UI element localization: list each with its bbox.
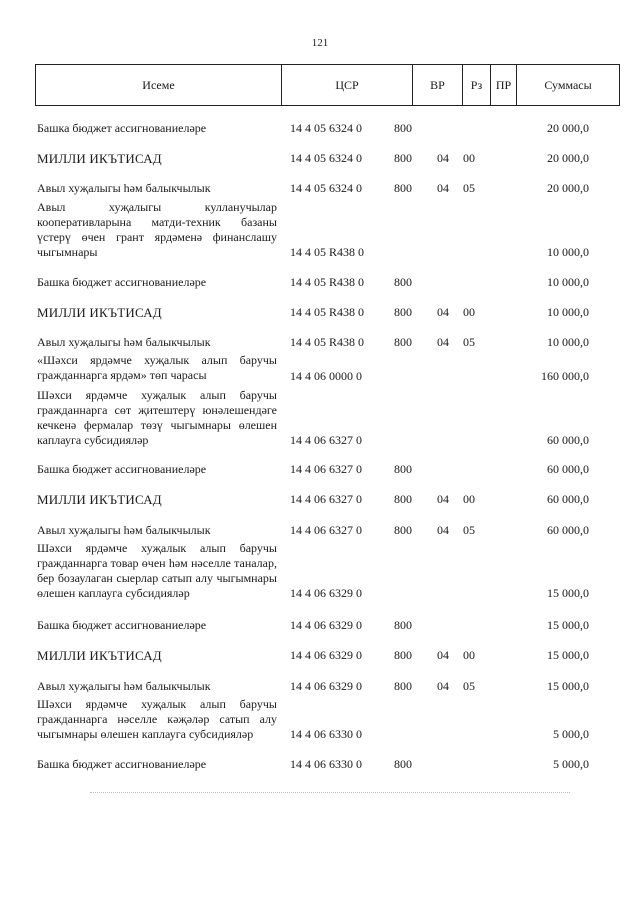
row-pr: 05: [463, 679, 475, 693]
row-vr: 800: [394, 275, 412, 289]
row-csr: 14 4 06 0000 0: [290, 369, 362, 383]
row-sum: 10 000,0: [547, 305, 589, 319]
row-sum: 5 000,0: [553, 727, 589, 741]
row-csr: 14 4 05 6324 0: [290, 151, 362, 165]
row-sum: 160 000,0: [541, 369, 589, 383]
row-vr: 800: [394, 335, 412, 349]
row-name: Авыл хуҗалыгы һәм балыкчылык: [37, 181, 211, 195]
header-pr: ПР: [491, 65, 517, 105]
row-name: Башка бюджет ассигнованиеләре: [37, 618, 207, 632]
row-name: МИЛЛИ ИКЪТИСАД: [37, 305, 162, 320]
row-sum: 20 000,0: [547, 181, 589, 195]
header-rz: Рз: [463, 65, 491, 105]
row-vr: 800: [394, 523, 412, 537]
row-csr: 14 4 06 6327 0: [290, 462, 362, 476]
row-vr: 800: [394, 181, 412, 195]
row-csr: 14 4 05 6324 0: [290, 121, 362, 135]
row-rz: 04: [437, 151, 449, 165]
row-rz: 04: [437, 648, 449, 662]
row-csr: 14 4 06 6329 0: [290, 618, 362, 632]
row-rz: 04: [437, 181, 449, 195]
row-csr: 14 4 06 6330 0: [290, 757, 362, 771]
row-sum: 60 000,0: [547, 433, 589, 447]
row-name: Авыл хуҗалыгы һәм балыкчылык: [37, 679, 211, 693]
row-sum: 60 000,0: [547, 492, 589, 506]
row-rz: 04: [437, 523, 449, 537]
row-vr: 800: [394, 121, 412, 135]
row-name: Авыл хуҗалыгы һәм балыкчылык: [37, 523, 211, 537]
row-rz: 04: [437, 492, 449, 506]
row-vr: 800: [394, 757, 412, 771]
row-csr: 14 4 05 R438 0: [290, 245, 365, 259]
row-pr: 00: [463, 492, 475, 506]
row-csr: 14 4 06 6329 0: [290, 586, 362, 600]
row-vr: 800: [394, 648, 412, 662]
row-name: МИЛЛИ ИКЪТИСАД: [37, 648, 162, 663]
header-vr: ВР: [413, 65, 463, 105]
row-name: Шәхси ярдәмче хуҗалык алып баручы гражданнарга сөт җитештерү юнәлешендәге кечкенә фермалар төзү чыгымнары өлешен каплауга субсидияләр: [37, 388, 277, 447]
divider: [90, 792, 570, 793]
row-csr: 14 4 06 6329 0: [290, 648, 362, 662]
row-pr: 00: [463, 151, 475, 165]
header-sum: Суммасы: [544, 78, 592, 92]
row-csr: 14 4 06 6327 0: [290, 433, 362, 447]
row-sum: 60 000,0: [547, 523, 589, 537]
row-sum: 60 000,0: [547, 462, 589, 476]
row-sum: 5 000,0: [553, 757, 589, 771]
row-csr: 14 4 05 R438 0: [290, 305, 365, 319]
row-pr: 05: [463, 181, 475, 195]
row-sum: 15 000,0: [547, 586, 589, 600]
row-pr: 05: [463, 523, 475, 537]
row-vr: 800: [394, 462, 412, 476]
row-name: Шәхси ярдәмче хуҗалык алып баручы гражданнарга товар өчен һәм нәселле таналар, бер бозаулаган сыерлар сатып алу чыгымнары өлешен каплауга субсидияләр: [37, 541, 277, 600]
row-name: Шәхси ярдәмче хуҗалык алып баручы гражданнарга нәселле кәҗәләр сатып алу чыгымнары өлешен каплауга субсидияләр: [37, 697, 277, 741]
row-pr: 00: [463, 648, 475, 662]
row-csr: 14 4 05 R438 0: [290, 275, 365, 289]
row-csr: 14 4 06 6329 0: [290, 679, 362, 693]
row-name: Башка бюджет ассигнованиеләре: [37, 462, 207, 476]
row-csr: 14 4 05 R438 0: [290, 335, 365, 349]
row-rz: 04: [437, 679, 449, 693]
row-sum: 15 000,0: [547, 618, 589, 632]
page-number: 121: [311, 37, 329, 49]
row-csr: 14 4 06 6330 0: [290, 727, 362, 741]
row-sum: 20 000,0: [547, 151, 589, 165]
header-name: Исеме: [36, 65, 282, 105]
row-vr: 800: [394, 151, 412, 165]
row-name: Башка бюджет ассигнованиеләре: [37, 121, 207, 135]
row-sum: 10 000,0: [547, 245, 589, 259]
row-sum: 10 000,0: [547, 335, 589, 349]
row-csr: 14 4 05 6324 0: [290, 181, 362, 195]
row-sum: 15 000,0: [547, 648, 589, 662]
row-vr: 800: [394, 492, 412, 506]
row-name: «Шәхси ярдәмче хуҗалык алып баручы гражданнарга ярдәм» төп чарасы: [37, 353, 277, 382]
row-sum: 20 000,0: [547, 121, 589, 135]
row-vr: 800: [394, 618, 412, 632]
row-vr: 800: [394, 305, 412, 319]
row-sum: 15 000,0: [547, 679, 589, 693]
row-name: Авыл хуҗалыгы һәм балыкчылык: [37, 335, 211, 349]
row-pr: 05: [463, 335, 475, 349]
row-sum: 10 000,0: [547, 275, 589, 289]
row-name: Авыл хуҗалыгы кулланучылар кооперативларына матди-техник базаны үстерү өчен грант ярдәменә финанслашу чыгымнары: [37, 200, 277, 259]
row-rz: 04: [437, 335, 449, 349]
row-pr: 00: [463, 305, 475, 319]
row-rz: 04: [437, 305, 449, 319]
row-name: Башка бюджет ассигнованиеләре: [37, 757, 207, 771]
row-vr: 800: [394, 679, 412, 693]
row-csr: 14 4 06 6327 0: [290, 523, 362, 537]
row-name: МИЛЛИ ИКЪТИСАД: [37, 492, 162, 507]
row-name: МИЛЛИ ИКЪТИСАД: [37, 151, 162, 166]
header-csr: ЦСР: [282, 65, 413, 105]
row-name: Башка бюджет ассигнованиеләре: [37, 275, 207, 289]
table-header: [35, 64, 620, 106]
row-csr: 14 4 06 6327 0: [290, 492, 362, 506]
